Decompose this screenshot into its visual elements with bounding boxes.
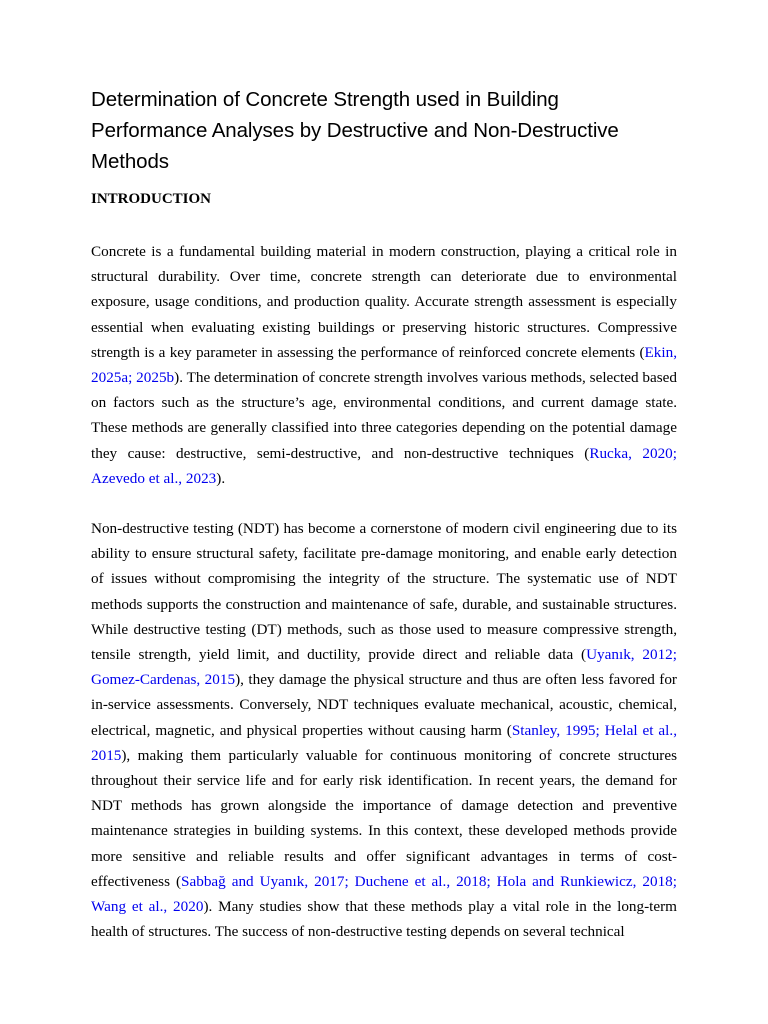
paragraph-text: ), they damage the physical structure and thus are often less favored for in-service assessments. Conversely, NDT techniques evaluate mechanical, acoustic, chemical, electrical, magnetic, and physical properties without causing harm ( [91, 671, 677, 739]
section-heading-introduction: INTRODUCTION [91, 191, 212, 207]
citation-link[interactable]: Stanley, 1995; Helal et al., 2015 [91, 721, 677, 764]
paragraph-text: ). Many studies show that these methods play a vital role in the long-term health of structures. The success of non-destructive testing depends on several technical [91, 898, 677, 941]
citation-link[interactable]: Sabbağ and Uyanık, 2017; Duchene et al., 2018; Hola and Runkiewicz, 2018; Wang et al., 2020 [91, 872, 677, 916]
paragraph-text: ), making them particularly valuable for continuous monitoring of concrete structures throughout their service life and for early risk identification. In recent years, the demand for NDT methods has grown alongside the importance of damage detection and preventive maintenance strategies in building systems. In this context, these developed methods provide more sensitive and reliable results and offer significant advantages in terms of cost-effectiveness ( [91, 746, 677, 890]
paragraph-2 [91, 516, 677, 944]
paragraph-text: Concrete is a fundamental building material in modern construction, playing a critical role in structural durability. Over time, concrete strength can deteriorate due to environmental exposure, usage conditions, and production quality. Accurate strength assessment is especially essential when evaluating existing buildings or preserving historic structures. Compressive strength is a key parameter in assessing the performance of reinforced concrete elements ( [91, 243, 677, 361]
paragraph-1 [91, 239, 677, 491]
document-title: Determination of Concrete Strength used in Building Performance Analyses by Destructive and Non-Destructive Methods [91, 88, 619, 173]
document-page [91, 84, 677, 944]
paragraph-text: ). The determination of concrete strength involves various methods, selected based on factors such as the structure’s age, environmental conditions, and current damage state. These methods are generally classified into three categories depending on the potential damage they cause: destructive, semi-destructive, and non-destructive techniques ( [91, 369, 677, 462]
citation-link[interactable]: Uyanık, 2012; Gomez-Cardenas, 2015 [91, 646, 677, 689]
paragraph-text: Non-destructive testing (NDT) has become a cornerstone of modern civil engineering due to its ability to ensure structural safety, facilitate pre-damage monitoring, and enable early detection of issues without compromising the integrity of the structure. The systematic use of NDT methods supports the construction and maintenance of safe, durable, and sustainable structures. While destructive testing (DT) methods, such as those used to measure compressive strength, tensile strength, yield limit, and ductility, provide direct and reliable data ( [91, 520, 677, 664]
citation-link[interactable]: Rucka, 2020; Azevedo et al., 2023 [91, 444, 677, 487]
citation-link[interactable]: Ekin, 2025a; 2025b [91, 343, 677, 387]
paragraph-text: ). [216, 469, 226, 487]
